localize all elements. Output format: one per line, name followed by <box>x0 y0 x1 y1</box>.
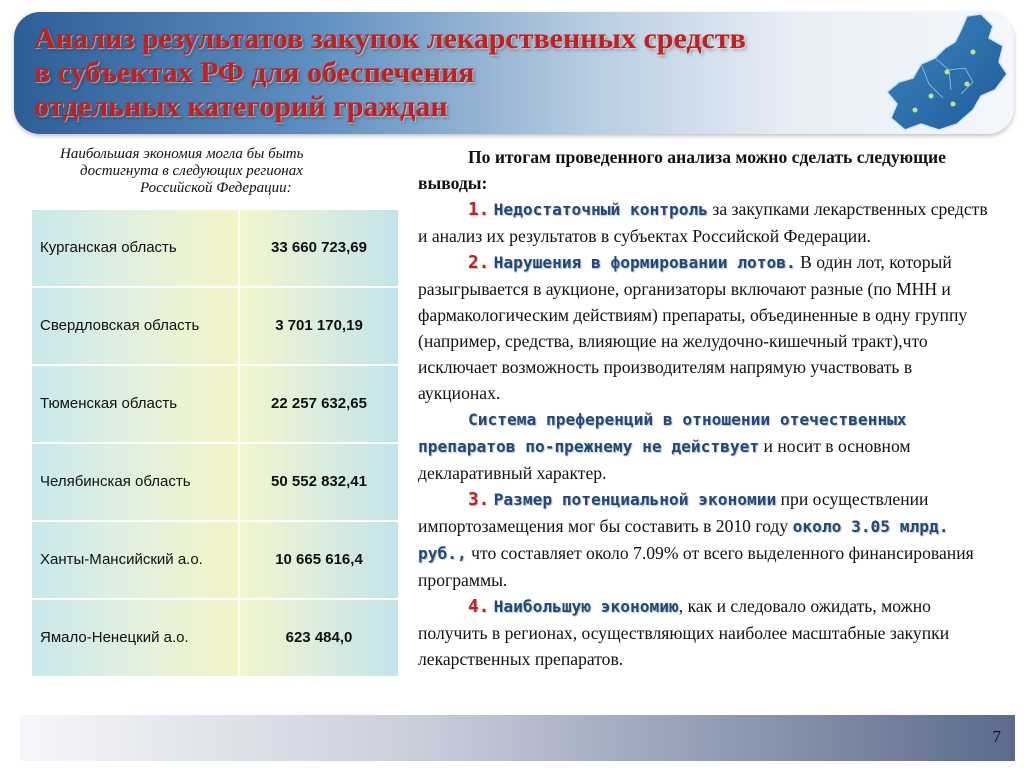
conclusion-highlight: Размер потенциальной экономии <box>493 490 777 509</box>
value-cell: 10 665 616,4 <box>239 521 399 599</box>
value-cell: 22 257 632,65 <box>239 365 399 443</box>
value-cell: 50 552 832,41 <box>239 443 399 521</box>
savings-table <box>30 208 400 678</box>
table-row <box>31 521 399 599</box>
region-cell: Курганская область <box>31 209 239 287</box>
conclusion-number: 1. <box>468 200 490 220</box>
conclusion-body: при осуществлении импортозамещения мог бы составить в 2010 году <box>418 489 929 536</box>
slide-title-line-2: в субъектах РФ для обеспечения <box>34 56 475 89</box>
conclusion-highlight: Наибольшую экономию <box>493 597 679 616</box>
conclusion-highlight: Недостаточный контроль <box>493 200 708 219</box>
value-cell: 3 701 170,19 <box>239 287 399 365</box>
conclusion-2 <box>418 249 992 406</box>
conclusion-1 <box>418 196 992 249</box>
caption-line: Российской Федерации: <box>140 180 292 196</box>
slide-title-line-1: Анализ результатов закупок лекарственных средств <box>34 22 746 55</box>
conclusion-number: 4. <box>468 597 490 617</box>
value-cell: 33 660 723,69 <box>239 209 399 287</box>
slide-title-line-3: отдельных категорий граждан <box>34 90 448 123</box>
conclusion-body: за закупками лекарственных средств и анализ их результатов в субъектах Российской Федерации. <box>418 199 988 246</box>
conclusion-highlight: около 3.05 млрд. руб., <box>418 517 949 563</box>
slide-footer <box>20 715 1015 761</box>
conclusions-text <box>418 144 992 672</box>
region-cell: Челябинская область <box>31 443 239 521</box>
conclusion-4 <box>418 593 992 672</box>
table-caption <box>40 146 400 197</box>
table-row <box>31 209 399 287</box>
table-row <box>31 365 399 443</box>
conclusion-3 <box>418 486 992 593</box>
region-cell: Тюменская область <box>31 365 239 443</box>
table-row <box>31 443 399 521</box>
conclusion-body: что составляет около 7.09% от всего выделенного финансирования программы. <box>418 543 974 590</box>
region-cell: Ханты-Мансийский а.о. <box>31 521 239 599</box>
caption-line: достигнута в следующих регионах <box>80 163 303 179</box>
caption-line: Наибольшая экономия могла бы быть <box>60 146 304 162</box>
conclusion-body: В один лот, который разыгрывается в аукционе, организаторы включают разные (по МНН и фармакологическим действиям) препараты, объединенные в одну группу (например, средства, влияющие на желудочно-кишечный тракт),что исключает возможность производителям напрямую участвовать в аукционах. <box>418 252 968 403</box>
conclusion-body: , как и следовало ожидать, можно получить в регионах, осуществляющих наиболее масштабные закупки лекарственных препаратов. <box>418 596 950 669</box>
region-map-icon <box>869 12 1009 134</box>
region-cell: Свердловская область <box>31 287 239 365</box>
conclusion-highlight: Нарушения в формировании лотов. <box>493 253 796 272</box>
conclusion-highlight: Система преференций в отношении отечественных препаратов по-прежнему не действует <box>418 410 907 456</box>
page-number: 7 <box>992 727 1001 746</box>
conclusion-preferences <box>418 406 992 486</box>
value-cell: 623 484,0 <box>239 599 399 677</box>
table-row <box>31 287 399 365</box>
slide-header <box>14 12 1014 134</box>
region-cell: Ямало-Ненецкий а.о. <box>31 599 239 677</box>
table-row <box>31 599 399 677</box>
conclusion-body: и носит в основном декларативный характер. <box>418 436 911 483</box>
conclusion-number: 2. <box>468 253 490 273</box>
conclusion-number: 3. <box>468 490 490 510</box>
conclusions-lead: По итогам проведенного анализа можно сделать следующие выводы: <box>418 147 946 193</box>
